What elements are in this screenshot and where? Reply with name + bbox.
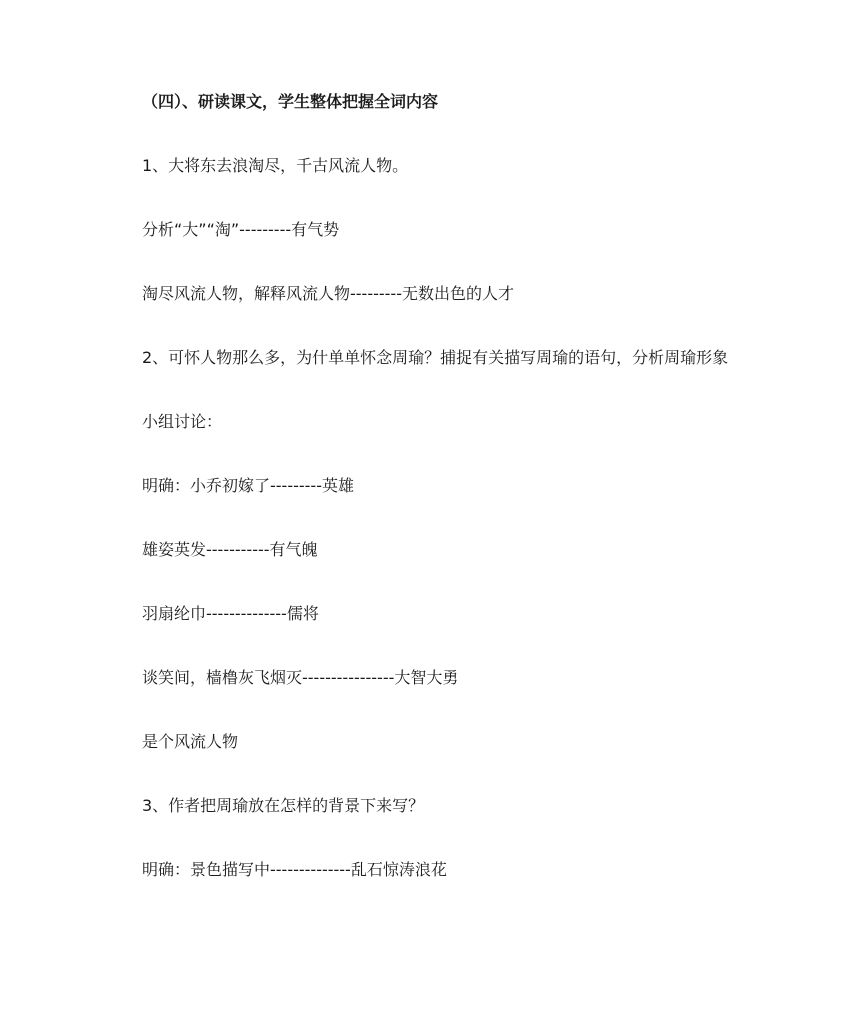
text-line-10: 是个风流人物: [142, 732, 239, 751]
text-line-2: 分析“大”“淘”---------有气势: [142, 220, 340, 239]
text-line-7: 雄姿英发-----------有气魄: [142, 540, 318, 559]
text-line-4: 2、可怀人物那么多，为什单单怀念周瑜？捕捉有关描写周瑜的语句，分析周瑜形象: [142, 348, 729, 367]
section-heading: （四）、研读课文，学生整体把握全词内容: [142, 92, 439, 111]
text-line-1: 1、大将东去浪淘尽，千古风流人物。: [142, 156, 409, 175]
text-line-5: 小组讨论：: [142, 412, 223, 431]
text-line-9: 谈笑间，樯橹灰飞烟灭----------------大智大勇: [142, 668, 459, 687]
text-line-11: 3、作者把周瑜放在怎样的背景下来写？: [142, 796, 425, 815]
text-line-3: 淘尽风流人物，解释风流人物---------无数出色的人才: [142, 284, 514, 303]
text-line-8: 羽扇纶巾--------------儒将: [142, 604, 319, 623]
text-line-6: 明确：小乔初嫁了---------英雄: [142, 476, 354, 495]
text-line-12: 明确：景色描写中--------------乱石惊涛浪花: [142, 860, 447, 879]
